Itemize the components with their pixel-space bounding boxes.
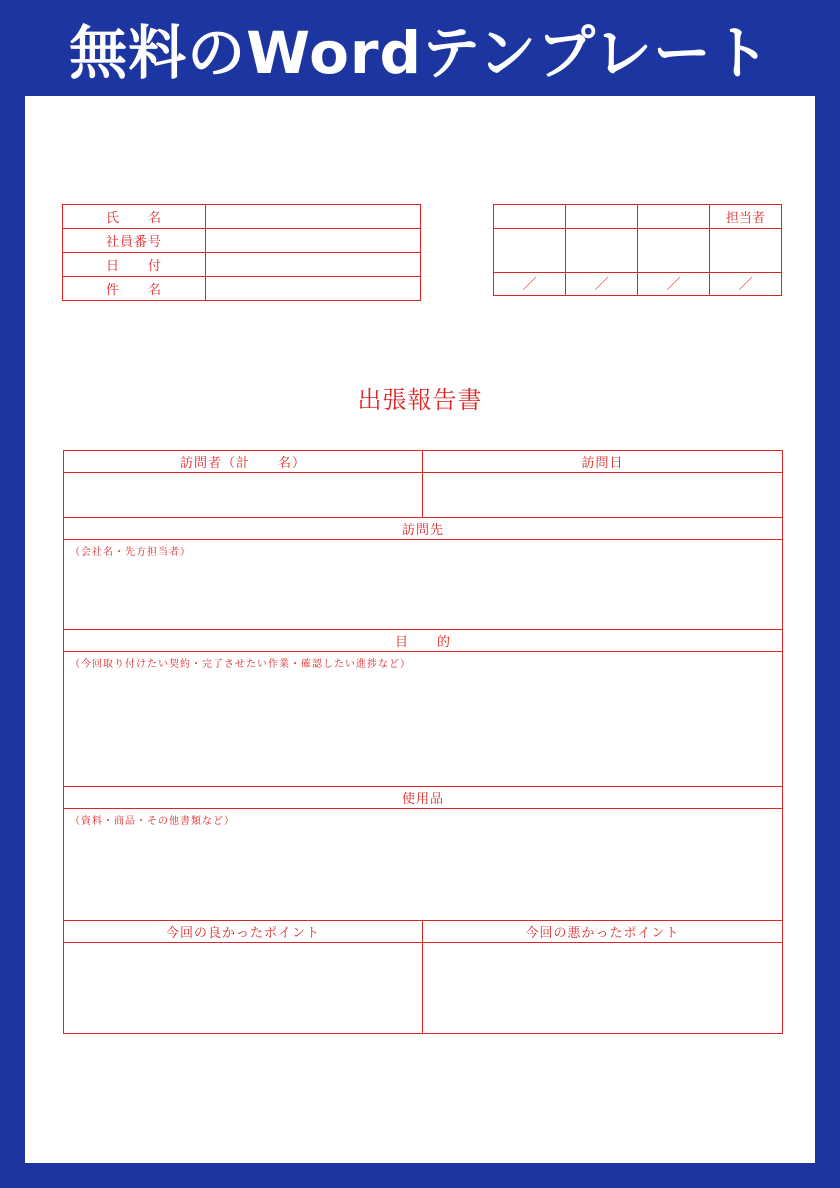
visit-date-field[interactable]	[423, 473, 783, 518]
applicant-info-table	[62, 204, 421, 301]
items-header: 使用品	[64, 787, 783, 809]
purpose-note: （今回取り付けたい契約・完了させたい作業・確認したい進捗など）	[70, 659, 411, 670]
date-label: 日 付	[63, 253, 206, 277]
table-row	[64, 630, 783, 652]
stamp-box-2[interactable]	[566, 229, 638, 273]
table-row	[494, 229, 782, 273]
table-row	[63, 205, 421, 229]
stamp-date-1[interactable]: ／	[494, 273, 566, 296]
table-row	[494, 205, 782, 229]
destination-header: 訪問先	[64, 518, 783, 540]
table-row	[64, 652, 783, 787]
banner-title: 無料のWordテンプレート	[69, 19, 771, 87]
items-field[interactable]	[64, 809, 783, 921]
subject-field[interactable]	[206, 277, 421, 301]
table-row	[64, 943, 783, 1034]
employee-number-label: 社員番号	[63, 229, 206, 253]
stamp-date-3[interactable]: ／	[638, 273, 710, 296]
table-row	[64, 540, 783, 630]
approval-stamp-table	[493, 204, 782, 296]
table-row	[64, 451, 783, 473]
destination-field[interactable]	[64, 540, 783, 630]
purpose-field[interactable]	[64, 652, 783, 787]
visitor-header: 訪問者（計 名）	[64, 451, 423, 473]
template-sheet	[25, 96, 815, 1163]
destination-note: （会社名・先方担当者）	[70, 547, 191, 558]
name-label: 氏 名	[63, 205, 206, 229]
table-row	[63, 253, 421, 277]
bad-points-header: 今回の悪かったポイント	[423, 921, 783, 943]
table-row	[64, 473, 783, 518]
visitor-field[interactable]	[64, 473, 423, 518]
table-row	[494, 273, 782, 296]
bad-points-field[interactable]	[423, 943, 783, 1034]
subject-label: 件 名	[63, 277, 206, 301]
table-row	[64, 518, 783, 540]
stamp-box-1[interactable]	[494, 229, 566, 273]
table-row	[63, 277, 421, 301]
table-row	[64, 787, 783, 809]
table-row	[64, 809, 783, 921]
visit-date-header: 訪問日	[423, 451, 783, 473]
stamp-box-4[interactable]	[710, 229, 782, 273]
name-field[interactable]	[206, 205, 421, 229]
stamp-date-2[interactable]: ／	[566, 273, 638, 296]
approver-3-header	[638, 205, 710, 229]
table-row	[63, 229, 421, 253]
stamp-date-4[interactable]: ／	[710, 273, 782, 296]
items-note: （資料・商品・その他書類など）	[70, 816, 235, 827]
page-cutoff	[62, 1099, 784, 1119]
purpose-header: 目 的	[64, 630, 783, 652]
document-title: 出張報告書	[357, 386, 483, 414]
approver-2-header	[566, 205, 638, 229]
good-points-field[interactable]	[64, 943, 423, 1034]
good-points-header: 今回の良かったポイント	[64, 921, 423, 943]
stamp-box-3[interactable]	[638, 229, 710, 273]
employee-number-field[interactable]	[206, 229, 421, 253]
approver-1-header	[494, 205, 566, 229]
trip-report-table	[63, 450, 783, 1034]
date-field[interactable]	[206, 253, 421, 277]
table-row	[64, 921, 783, 943]
person-in-charge-header: 担当者	[710, 205, 782, 229]
